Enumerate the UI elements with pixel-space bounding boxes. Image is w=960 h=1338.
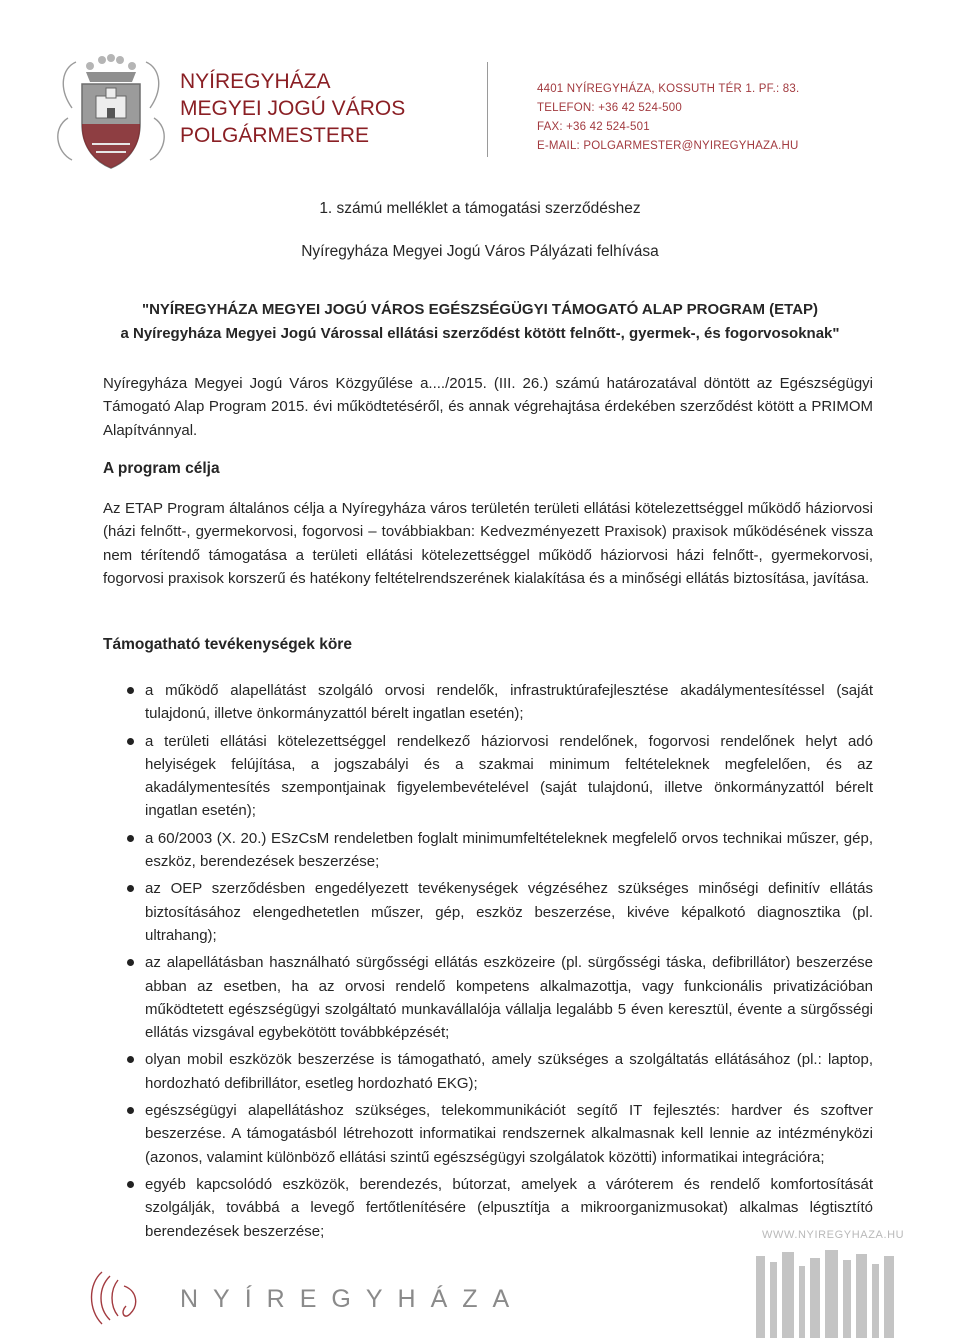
fax: FAX: +36 42 524-501: [537, 121, 650, 133]
activities-heading: Támogatható tevékenységek köre: [103, 636, 352, 653]
list-item-text: a 60/2003 (X. 20.) ESzCsM rendeletben foglalt minimumfeltételeknek megfelelő orvos technikai műszer, gép, eszköz, berendezések beszerzése;: [145, 829, 873, 871]
call-title: Nyíregyháza Megyei Jogú Város Pályázati felhívása: [301, 243, 659, 260]
contact-block: [537, 80, 799, 156]
bullet-icon: [127, 1056, 134, 1063]
aim-heading: A program célja: [103, 460, 220, 477]
list-item-text: az OEP szerződésben engedélyezett tevékenységek végzéséhez szükséges minőségi definitív ellátás biztosításához elengedhetetlen műszer, gép, eszköz beszerzése, kivéve képalkotó diagnosztika (pl. ultrahang);: [145, 880, 873, 944]
coat-of-arms-icon: [52, 48, 170, 176]
intro-paragraph: Nyíregyháza Megyei Jogú Város Közgyűlése a..../2015. (III. 26.) számú határozatával döntött az Egészségügyi Támogató Alap Program 2015. évi működtetéséről, és annak végrehajtása érdekében szerződést kötött a PRIMOM Alapítvánnyal.: [103, 375, 873, 439]
org-name-line-3: POLGÁRMESTERE: [180, 124, 370, 147]
list-item: [103, 951, 873, 1044]
program-title-line-1: "NYÍREGYHÁZA MEGYEI JOGÚ VÁROS EGÉSZSÉGÜGYI TÁMOGATÓ ALAP PROGRAM (ETAP): [141, 301, 819, 318]
bullet-icon: [127, 687, 134, 694]
bullet-icon: [127, 885, 134, 892]
list-item-text: a területi ellátási kötelezettséggel rendelkező háziorvosi rendelőnek, fogorvosi rendelőnek helyt adó helyiségek felújítása, a jogszabályi és a szakmai minimum feltételeknek megfelelően, és az akadálymentesítés szempontjainak figyelembevételével (saját tulajdonú, illetve önkormányzattól bérelt ingatlan esetén);: [145, 732, 873, 820]
city-logo-mark-icon: [84, 1266, 154, 1330]
list-item: [103, 1173, 873, 1243]
bullet-icon: [127, 1181, 134, 1188]
footer-url: WWW.NYIREGYHAZA.HU: [762, 1229, 905, 1241]
list-item: [103, 730, 873, 823]
header-divider: [487, 62, 488, 157]
address: 4401 NYÍREGYHÁZA, KOSSUTH TÉR 1. PF.: 83.: [537, 83, 800, 95]
bullet-icon: [127, 738, 134, 745]
list-item-text: az alapellátásban használható sürgősségi ellátás eszközeire (pl. sürgősségi táska, defibrillátor) beszerzése abban az esetben, ha az orvosi rendelő kompetens alkalmazottja, vagy funkcionális privatizációban működtetett egészségügyi szolgáltató munkavállalója vállalja legalább 5 éven keresztül, évente a sürgősségi ellátás vizsgával egybekötött továbbképzését;: [145, 954, 873, 1042]
bullet-icon: [127, 1107, 134, 1114]
list-item-text: a működő alapellátást szolgáló orvosi rendelők, infrastruktúrafejlesztése akadálymentesítéssel (saját tulajdonú, illetve önkormányzattól bérelt ingatlan esetén);: [145, 682, 873, 723]
list-item-text: olyan mobil eszközök beszerzése is támogatható, amely szükséges a szolgáltatás ellátásához (pl.: laptop, hordozható defibrillátor, esetleg hordozható EKG);: [145, 1051, 873, 1092]
list-item-text: egyéb kapcsolódó eszközök, berendezés, bútorzat, amelyek a váróterem és rendelő komfortosítását szolgálják, továbbá a levegő fertőtlenítésére (elpusztítja a mikroorganizmusokat) alkalmas légtisztító berendezések beszerzése;: [145, 1175, 873, 1240]
phone: TELEFON: +36 42 524-500: [537, 102, 682, 114]
bullet-icon: [127, 959, 134, 966]
org-name-line-1: NYÍREGYHÁZA: [180, 70, 331, 93]
organization-name: [180, 68, 405, 149]
list-item: [103, 679, 873, 726]
footer-logo-text: NYÍREGYHÁZA: [180, 1285, 525, 1313]
bullet-icon: [127, 835, 134, 842]
email: E-MAIL: POLGARMESTER@NYIREGYHAZA.HU: [537, 140, 799, 152]
list-item: [103, 827, 873, 874]
org-name-line-2: MEGYEI JOGÚ VÁROS: [180, 97, 406, 120]
annex-title: 1. számú melléklet a támogatási szerződéshez: [319, 200, 641, 217]
activities-list: [103, 679, 873, 1247]
list-item-text: egészségügyi alapellátáshoz szükséges, telekommunikációt segítő IT fejlesztés: hardver és szoftver beszerzése. A támogatásból létrehozott informatikai rendszernek alkalmasnak kell lennie az intézményközi (azonos, valamint különböző ellátási szintű egészségügyi szolgálatok közötti) informatikai integrációra;: [145, 1102, 873, 1166]
aim-paragraph: Az ETAP Program általános célja a Nyíregyháza város területén területi ellátási kötelezettséggel működő háziorvosi (házi felnőtt-, gyermekorvosi, fogorvosi – továbbiakban: Kedvezményezett Praxisok) praxisok működésének vissza nem térítendő támogatása a területi ellátási kötelezettséggel működő háziorvosi házi felnőtt-, gyermekorvosi, fogorvosi praxisok korszerű és hatékony feltételrendszerének kialakítása és a minőségi ellátás biztosítása, javítása.: [103, 500, 873, 587]
list-item: [103, 877, 873, 947]
footer-decoration: [756, 1248, 896, 1338]
list-item: [103, 1099, 873, 1169]
program-title-line-2: a Nyíregyháza Megyei Jogú Várossal ellátási szerződést kötött felnőtt-, gyermek-, és fogorvosoknak": [120, 325, 840, 342]
list-item: [103, 1048, 873, 1095]
